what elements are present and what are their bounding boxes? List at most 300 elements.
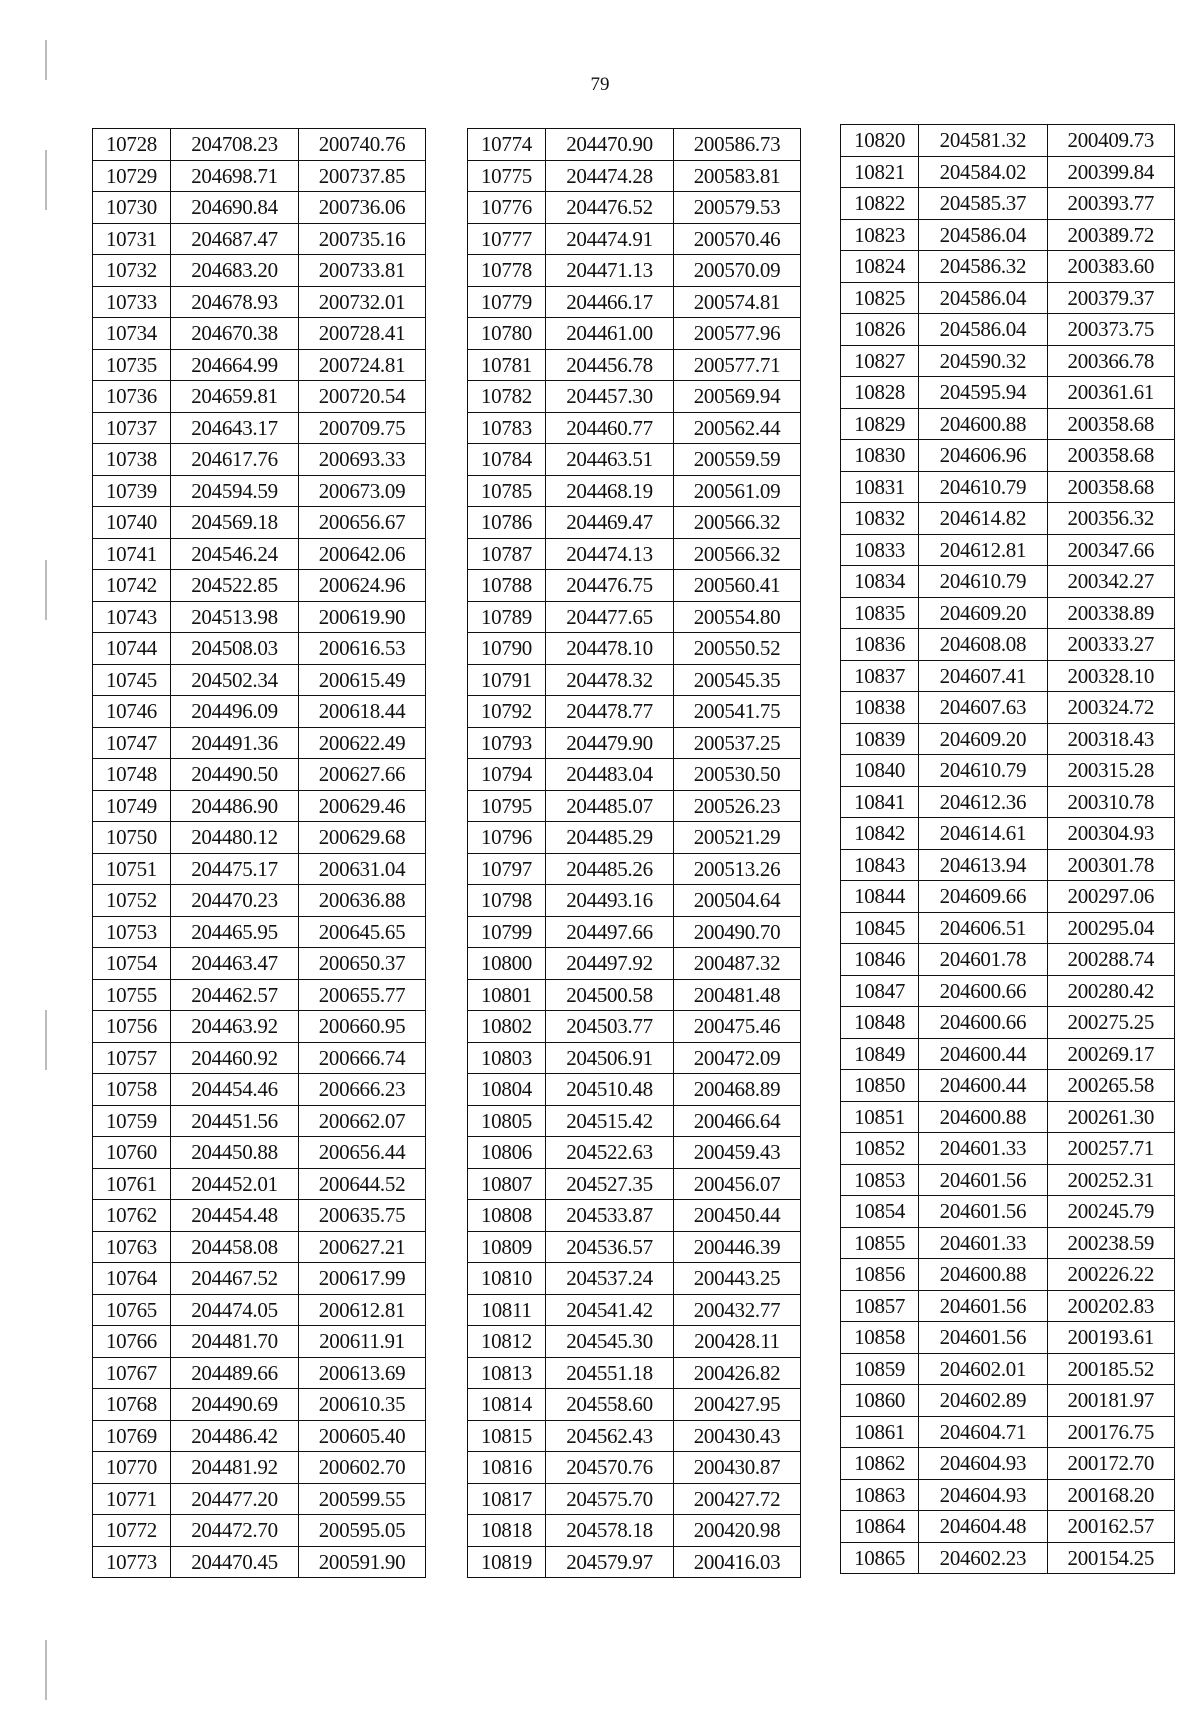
point-id-cell: 10802 xyxy=(468,1011,546,1043)
table-row xyxy=(93,1011,426,1043)
y-coordinate-cell: 200342.27 xyxy=(1047,566,1174,598)
point-id-cell: 10786 xyxy=(468,507,546,539)
table-row xyxy=(468,223,801,255)
x-coordinate-cell: 204600.44 xyxy=(919,1038,1047,1070)
table-row xyxy=(93,1357,426,1389)
y-coordinate-cell: 200622.49 xyxy=(299,727,426,759)
y-coordinate-cell: 200275.25 xyxy=(1047,1007,1174,1039)
x-coordinate-cell: 204460.77 xyxy=(546,412,674,444)
point-id-cell: 10793 xyxy=(468,727,546,759)
point-id-cell: 10831 xyxy=(841,471,919,503)
table-row xyxy=(841,1038,1175,1070)
x-coordinate-cell: 204604.93 xyxy=(919,1479,1047,1511)
point-id-cell: 10745 xyxy=(93,664,171,696)
table-row xyxy=(841,1164,1175,1196)
table-row xyxy=(841,503,1175,535)
x-coordinate-cell: 204609.66 xyxy=(919,881,1047,913)
table-row xyxy=(93,664,426,696)
x-coordinate-cell: 204601.78 xyxy=(919,944,1047,976)
point-id-cell: 10805 xyxy=(468,1105,546,1137)
point-id-cell: 10815 xyxy=(468,1420,546,1452)
table-row xyxy=(468,129,801,161)
table-row xyxy=(841,1416,1175,1448)
point-id-cell: 10855 xyxy=(841,1227,919,1259)
table-row xyxy=(468,1263,801,1295)
x-coordinate-cell: 204477.20 xyxy=(171,1483,299,1515)
y-coordinate-cell: 200720.54 xyxy=(299,381,426,413)
x-coordinate-cell: 204478.32 xyxy=(546,664,674,696)
x-coordinate-cell: 204659.81 xyxy=(171,381,299,413)
x-coordinate-cell: 204595.94 xyxy=(919,377,1047,409)
table-row xyxy=(841,912,1175,944)
y-coordinate-cell: 200636.88 xyxy=(299,885,426,917)
table-row xyxy=(468,444,801,476)
y-coordinate-cell: 200629.46 xyxy=(299,790,426,822)
x-coordinate-cell: 204456.78 xyxy=(546,349,674,381)
point-id-cell: 10817 xyxy=(468,1483,546,1515)
y-coordinate-cell: 200655.77 xyxy=(299,979,426,1011)
point-id-cell: 10740 xyxy=(93,507,171,539)
table-row xyxy=(841,944,1175,976)
table-row xyxy=(468,1546,801,1578)
x-coordinate-cell: 204664.99 xyxy=(171,349,299,381)
y-coordinate-cell: 200709.75 xyxy=(299,412,426,444)
x-coordinate-cell: 204490.50 xyxy=(171,759,299,791)
y-coordinate-cell: 200399.84 xyxy=(1047,156,1174,188)
table-row xyxy=(93,916,426,948)
y-coordinate-cell: 200560.41 xyxy=(674,570,801,602)
point-id-cell: 10861 xyxy=(841,1416,919,1448)
y-coordinate-cell: 200318.43 xyxy=(1047,723,1174,755)
y-coordinate-cell: 200617.99 xyxy=(299,1263,426,1295)
x-coordinate-cell: 204497.66 xyxy=(546,916,674,948)
y-coordinate-cell: 200328.10 xyxy=(1047,660,1174,692)
y-coordinate-cell: 200627.21 xyxy=(299,1231,426,1263)
point-id-cell: 10765 xyxy=(93,1294,171,1326)
point-id-cell: 10761 xyxy=(93,1168,171,1200)
point-id-cell: 10801 xyxy=(468,979,546,1011)
table-row xyxy=(93,160,426,192)
x-coordinate-cell: 204477.65 xyxy=(546,601,674,633)
table-row xyxy=(93,318,426,350)
point-id-cell: 10859 xyxy=(841,1353,919,1385)
y-coordinate-cell: 200379.37 xyxy=(1047,282,1174,314)
table-row xyxy=(93,538,426,570)
point-id-cell: 10760 xyxy=(93,1137,171,1169)
x-coordinate-cell: 204678.93 xyxy=(171,286,299,318)
y-coordinate-cell: 200629.68 xyxy=(299,822,426,854)
table-row xyxy=(468,759,801,791)
x-coordinate-cell: 204481.70 xyxy=(171,1326,299,1358)
x-coordinate-cell: 204489.66 xyxy=(171,1357,299,1389)
point-id-cell: 10840 xyxy=(841,755,919,787)
point-id-cell: 10744 xyxy=(93,633,171,665)
point-id-cell: 10772 xyxy=(93,1515,171,1547)
y-coordinate-cell: 200645.65 xyxy=(299,916,426,948)
point-id-cell: 10728 xyxy=(93,129,171,161)
table-row xyxy=(468,318,801,350)
x-coordinate-cell: 204579.97 xyxy=(546,1546,674,1578)
point-id-cell: 10742 xyxy=(93,570,171,602)
table-row xyxy=(468,1452,801,1484)
x-coordinate-cell: 204683.20 xyxy=(171,255,299,287)
table-row xyxy=(93,381,426,413)
y-coordinate-cell: 200561.09 xyxy=(674,475,801,507)
y-coordinate-cell: 200624.96 xyxy=(299,570,426,602)
point-id-cell: 10751 xyxy=(93,853,171,885)
table-row xyxy=(841,534,1175,566)
point-id-cell: 10774 xyxy=(468,129,546,161)
table-row xyxy=(93,759,426,791)
point-id-cell: 10812 xyxy=(468,1326,546,1358)
x-coordinate-cell: 204562.43 xyxy=(546,1420,674,1452)
point-id-cell: 10734 xyxy=(93,318,171,350)
point-id-cell: 10811 xyxy=(468,1294,546,1326)
point-id-cell: 10766 xyxy=(93,1326,171,1358)
table-row xyxy=(93,1326,426,1358)
x-coordinate-cell: 204485.29 xyxy=(546,822,674,854)
y-coordinate-cell: 200257.71 xyxy=(1047,1133,1174,1165)
point-id-cell: 10809 xyxy=(468,1231,546,1263)
point-id-cell: 10854 xyxy=(841,1196,919,1228)
table-row xyxy=(468,1042,801,1074)
point-id-cell: 10762 xyxy=(93,1200,171,1232)
x-coordinate-cell: 204476.52 xyxy=(546,192,674,224)
point-id-cell: 10773 xyxy=(93,1546,171,1578)
y-coordinate-cell: 200662.07 xyxy=(299,1105,426,1137)
y-coordinate-cell: 200238.59 xyxy=(1047,1227,1174,1259)
point-id-cell: 10843 xyxy=(841,849,919,881)
point-id-cell: 10824 xyxy=(841,251,919,283)
y-coordinate-cell: 200269.17 xyxy=(1047,1038,1174,1070)
x-coordinate-cell: 204541.42 xyxy=(546,1294,674,1326)
y-coordinate-cell: 200304.93 xyxy=(1047,818,1174,850)
y-coordinate-cell: 200737.85 xyxy=(299,160,426,192)
table-row xyxy=(93,853,426,885)
table-row xyxy=(468,1231,801,1263)
point-id-cell: 10846 xyxy=(841,944,919,976)
x-coordinate-cell: 204476.75 xyxy=(546,570,674,602)
y-coordinate-cell: 200618.44 xyxy=(299,696,426,728)
table-row xyxy=(841,471,1175,503)
table-row xyxy=(93,129,426,161)
y-coordinate-cell: 200466.64 xyxy=(674,1105,801,1137)
point-id-cell: 10791 xyxy=(468,664,546,696)
table-row xyxy=(841,1385,1175,1417)
y-coordinate-cell: 200481.48 xyxy=(674,979,801,1011)
table-row xyxy=(468,979,801,1011)
x-coordinate-cell: 204614.82 xyxy=(919,503,1047,535)
point-id-cell: 10770 xyxy=(93,1452,171,1484)
point-id-cell: 10799 xyxy=(468,916,546,948)
table-row xyxy=(468,822,801,854)
table-row xyxy=(841,1196,1175,1228)
table-row xyxy=(468,1168,801,1200)
y-coordinate-cell: 200574.81 xyxy=(674,286,801,318)
y-coordinate-cell: 200420.98 xyxy=(674,1515,801,1547)
point-id-cell: 10736 xyxy=(93,381,171,413)
y-coordinate-cell: 200521.29 xyxy=(674,822,801,854)
x-coordinate-cell: 204600.44 xyxy=(919,1070,1047,1102)
y-coordinate-cell: 200631.04 xyxy=(299,853,426,885)
y-coordinate-cell: 200554.80 xyxy=(674,601,801,633)
table-row xyxy=(841,597,1175,629)
point-id-cell: 10783 xyxy=(468,412,546,444)
x-coordinate-cell: 204575.70 xyxy=(546,1483,674,1515)
table-row xyxy=(93,570,426,602)
x-coordinate-cell: 204500.58 xyxy=(546,979,674,1011)
x-coordinate-cell: 204602.01 xyxy=(919,1353,1047,1385)
y-coordinate-cell: 200570.46 xyxy=(674,223,801,255)
table-row xyxy=(468,1326,801,1358)
y-coordinate-cell: 200265.58 xyxy=(1047,1070,1174,1102)
x-coordinate-cell: 204451.56 xyxy=(171,1105,299,1137)
point-id-cell: 10771 xyxy=(93,1483,171,1515)
x-coordinate-cell: 204581.32 xyxy=(919,125,1047,157)
table-row xyxy=(841,975,1175,1007)
y-coordinate-cell: 200168.20 xyxy=(1047,1479,1174,1511)
point-id-cell: 10814 xyxy=(468,1389,546,1421)
x-coordinate-cell: 204486.42 xyxy=(171,1420,299,1452)
point-id-cell: 10796 xyxy=(468,822,546,854)
point-id-cell: 10807 xyxy=(468,1168,546,1200)
point-id-cell: 10729 xyxy=(93,160,171,192)
table-row xyxy=(93,1042,426,1074)
table-row xyxy=(93,885,426,917)
x-coordinate-cell: 204614.61 xyxy=(919,818,1047,850)
table-row xyxy=(468,475,801,507)
x-coordinate-cell: 204522.63 xyxy=(546,1137,674,1169)
x-coordinate-cell: 204586.04 xyxy=(919,219,1047,251)
x-coordinate-cell: 204602.23 xyxy=(919,1542,1047,1574)
y-coordinate-cell: 200162.57 xyxy=(1047,1511,1174,1543)
y-coordinate-cell: 200154.25 xyxy=(1047,1542,1174,1574)
y-coordinate-cell: 200338.89 xyxy=(1047,597,1174,629)
x-coordinate-cell: 204460.92 xyxy=(171,1042,299,1074)
y-coordinate-cell: 200728.41 xyxy=(299,318,426,350)
point-id-cell: 10738 xyxy=(93,444,171,476)
y-coordinate-cell: 200226.22 xyxy=(1047,1259,1174,1291)
x-coordinate-cell: 204467.52 xyxy=(171,1263,299,1295)
x-coordinate-cell: 204470.23 xyxy=(171,885,299,917)
y-coordinate-cell: 200245.79 xyxy=(1047,1196,1174,1228)
coordinate-table-1 xyxy=(92,128,426,1578)
table-row xyxy=(841,345,1175,377)
x-coordinate-cell: 204606.96 xyxy=(919,440,1047,472)
table-row xyxy=(93,1231,426,1263)
point-id-cell: 10764 xyxy=(93,1263,171,1295)
x-coordinate-cell: 204610.79 xyxy=(919,471,1047,503)
point-id-cell: 10842 xyxy=(841,818,919,850)
x-coordinate-cell: 204506.91 xyxy=(546,1042,674,1074)
x-coordinate-cell: 204470.45 xyxy=(171,1546,299,1578)
table-row xyxy=(468,696,801,728)
y-coordinate-cell: 200656.44 xyxy=(299,1137,426,1169)
table-row xyxy=(841,219,1175,251)
table-row xyxy=(93,192,426,224)
y-coordinate-cell: 200310.78 xyxy=(1047,786,1174,818)
point-id-cell: 10853 xyxy=(841,1164,919,1196)
y-coordinate-cell: 200468.89 xyxy=(674,1074,801,1106)
x-coordinate-cell: 204465.95 xyxy=(171,916,299,948)
point-id-cell: 10845 xyxy=(841,912,919,944)
y-coordinate-cell: 200666.23 xyxy=(299,1074,426,1106)
y-coordinate-cell: 200673.09 xyxy=(299,475,426,507)
point-id-cell: 10746 xyxy=(93,696,171,728)
table-row xyxy=(93,1515,426,1547)
point-id-cell: 10732 xyxy=(93,255,171,287)
point-id-cell: 10841 xyxy=(841,786,919,818)
y-coordinate-cell: 200261.30 xyxy=(1047,1101,1174,1133)
x-coordinate-cell: 204491.36 xyxy=(171,727,299,759)
x-coordinate-cell: 204472.70 xyxy=(171,1515,299,1547)
table-row xyxy=(93,1200,426,1232)
y-coordinate-cell: 200358.68 xyxy=(1047,408,1174,440)
x-coordinate-cell: 204537.24 xyxy=(546,1263,674,1295)
x-coordinate-cell: 204570.76 xyxy=(546,1452,674,1484)
y-coordinate-cell: 200295.04 xyxy=(1047,912,1174,944)
point-id-cell: 10864 xyxy=(841,1511,919,1543)
table-row xyxy=(841,377,1175,409)
x-coordinate-cell: 204463.51 xyxy=(546,444,674,476)
coordinate-table-2 xyxy=(467,128,801,1578)
point-id-cell: 10781 xyxy=(468,349,546,381)
point-id-cell: 10775 xyxy=(468,160,546,192)
y-coordinate-cell: 200537.25 xyxy=(674,727,801,759)
y-coordinate-cell: 200611.91 xyxy=(299,1326,426,1358)
x-coordinate-cell: 204610.79 xyxy=(919,566,1047,598)
x-coordinate-cell: 204584.02 xyxy=(919,156,1047,188)
point-id-cell: 10829 xyxy=(841,408,919,440)
x-coordinate-cell: 204607.41 xyxy=(919,660,1047,692)
point-id-cell: 10789 xyxy=(468,601,546,633)
point-id-cell: 10851 xyxy=(841,1101,919,1133)
y-coordinate-cell: 200389.72 xyxy=(1047,219,1174,251)
x-coordinate-cell: 204493.16 xyxy=(546,885,674,917)
y-coordinate-cell: 200409.73 xyxy=(1047,125,1174,157)
point-id-cell: 10827 xyxy=(841,345,919,377)
table-row xyxy=(93,475,426,507)
table-row xyxy=(841,755,1175,787)
y-coordinate-cell: 200172.70 xyxy=(1047,1448,1174,1480)
x-coordinate-cell: 204457.30 xyxy=(546,381,674,413)
table-row xyxy=(93,255,426,287)
table-row xyxy=(93,1483,426,1515)
y-coordinate-cell: 200595.05 xyxy=(299,1515,426,1547)
table-row xyxy=(468,664,801,696)
y-coordinate-cell: 200740.76 xyxy=(299,129,426,161)
x-coordinate-cell: 204478.10 xyxy=(546,633,674,665)
y-coordinate-cell: 200566.32 xyxy=(674,538,801,570)
coordinate-table-3 xyxy=(840,124,1175,1574)
table-row xyxy=(93,223,426,255)
x-coordinate-cell: 204474.05 xyxy=(171,1294,299,1326)
y-coordinate-cell: 200619.90 xyxy=(299,601,426,633)
y-coordinate-cell: 200530.50 xyxy=(674,759,801,791)
x-coordinate-cell: 204609.20 xyxy=(919,597,1047,629)
y-coordinate-cell: 200315.28 xyxy=(1047,755,1174,787)
y-coordinate-cell: 200545.35 xyxy=(674,664,801,696)
point-id-cell: 10856 xyxy=(841,1259,919,1291)
x-coordinate-cell: 204502.34 xyxy=(171,664,299,696)
x-coordinate-cell: 204481.92 xyxy=(171,1452,299,1484)
table-row xyxy=(468,192,801,224)
x-coordinate-cell: 204600.66 xyxy=(919,975,1047,1007)
y-coordinate-cell: 200252.31 xyxy=(1047,1164,1174,1196)
point-id-cell: 10858 xyxy=(841,1322,919,1354)
table-row xyxy=(841,125,1175,157)
point-id-cell: 10756 xyxy=(93,1011,171,1043)
table-row xyxy=(841,1133,1175,1165)
point-id-cell: 10784 xyxy=(468,444,546,476)
point-id-cell: 10800 xyxy=(468,948,546,980)
table-row xyxy=(841,1542,1175,1574)
table-row xyxy=(841,881,1175,913)
point-id-cell: 10748 xyxy=(93,759,171,791)
x-coordinate-cell: 204454.46 xyxy=(171,1074,299,1106)
table-row xyxy=(93,412,426,444)
table-row xyxy=(841,1511,1175,1543)
x-coordinate-cell: 204604.71 xyxy=(919,1416,1047,1448)
table-row xyxy=(468,381,801,413)
y-coordinate-cell: 200541.75 xyxy=(674,696,801,728)
y-coordinate-cell: 200526.23 xyxy=(674,790,801,822)
x-coordinate-cell: 204527.35 xyxy=(546,1168,674,1200)
table-row xyxy=(841,1322,1175,1354)
table-row xyxy=(841,692,1175,724)
table-row xyxy=(93,1294,426,1326)
point-id-cell: 10828 xyxy=(841,377,919,409)
y-coordinate-cell: 200513.26 xyxy=(674,853,801,885)
y-coordinate-cell: 200616.53 xyxy=(299,633,426,665)
table-row xyxy=(93,696,426,728)
table-row xyxy=(468,1483,801,1515)
point-id-cell: 10825 xyxy=(841,282,919,314)
y-coordinate-cell: 200202.83 xyxy=(1047,1290,1174,1322)
x-coordinate-cell: 204510.48 xyxy=(546,1074,674,1106)
x-coordinate-cell: 204471.13 xyxy=(546,255,674,287)
x-coordinate-cell: 204463.47 xyxy=(171,948,299,980)
point-id-cell: 10830 xyxy=(841,440,919,472)
point-id-cell: 10739 xyxy=(93,475,171,507)
x-coordinate-cell: 204606.51 xyxy=(919,912,1047,944)
y-coordinate-cell: 200430.43 xyxy=(674,1420,801,1452)
x-coordinate-cell: 204461.00 xyxy=(546,318,674,350)
x-coordinate-cell: 204478.77 xyxy=(546,696,674,728)
table-row xyxy=(93,1074,426,1106)
x-coordinate-cell: 204545.30 xyxy=(546,1326,674,1358)
table-row xyxy=(468,1200,801,1232)
x-coordinate-cell: 204450.88 xyxy=(171,1137,299,1169)
table-row xyxy=(841,629,1175,661)
y-coordinate-cell: 200446.39 xyxy=(674,1231,801,1263)
y-coordinate-cell: 200577.71 xyxy=(674,349,801,381)
point-id-cell: 10813 xyxy=(468,1357,546,1389)
point-id-cell: 10835 xyxy=(841,597,919,629)
x-coordinate-cell: 204508.03 xyxy=(171,633,299,665)
point-id-cell: 10778 xyxy=(468,255,546,287)
point-id-cell: 10769 xyxy=(93,1420,171,1452)
y-coordinate-cell: 200566.32 xyxy=(674,507,801,539)
table-row xyxy=(468,1105,801,1137)
scan-mark xyxy=(45,40,47,80)
point-id-cell: 10816 xyxy=(468,1452,546,1484)
x-coordinate-cell: 204601.33 xyxy=(919,1133,1047,1165)
y-coordinate-cell: 200459.43 xyxy=(674,1137,801,1169)
table-row xyxy=(93,790,426,822)
point-id-cell: 10823 xyxy=(841,219,919,251)
point-id-cell: 10865 xyxy=(841,1542,919,1574)
